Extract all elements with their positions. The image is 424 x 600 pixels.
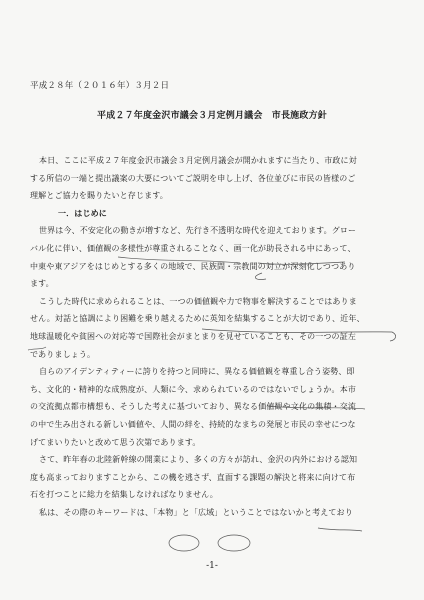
body-text-line: 本日、ここに平成２７年度金沢市議会３月定例月議会が開かれますに当たり、市政に対 [39,156,357,165]
body-text-line: 理解とご協力を賜りたいと存じます。 [30,191,168,201]
section-heading: 一．はじめに [58,207,107,218]
body-text-line: でありましょう。 [30,349,96,359]
body-text-line: する所信の一端と提出議案の大要についてご説明を申し上げ、各位並びに市民の皆様のご [30,173,356,183]
underline-mark [318,528,362,531]
document-date: 平成２８年（２０１６年）３月２日 [30,81,170,91]
body-text-line: バル化に伴い、価値観の多様性が尊重されることなく、画一化が助長される中にあって、 [30,243,356,253]
body-text-line: の中で生み出される新しい価値や、人間の絆を、持続的なまちの発展と市民の幸せにつな [30,419,356,429]
body-text-line: 自らのアイデンティティーに誇りを持つと同時に、異なる価値観を尊重し合う姿勢、即 [39,367,355,377]
body-text-line: げてまいりたいと改めて思う次第であります。 [30,437,201,447]
body-text-line: 石を打つことに総力を結集しなければなりません。 [30,490,218,500]
body-text-line: ます。 [30,279,54,289]
page-number: -1- [206,561,218,571]
body-text-line: 世界は今、不安定化の動きが増すなど、先行き不透明な時代を迎えております。グロー [39,226,357,236]
document-title: 平成２７年度金沢市議会３月定例月議会 市長施政方針 [96,111,327,121]
body-text-line: 中東や東アジアをはじめとする多くの地域で、民族間・宗教間の対立が深刻化しつつあり [30,261,356,271]
body-text-line: の交流拠点都市構想も、そうした考えに基づいており、異なる価値観や文化の集積・交流 [30,402,356,412]
circle-mark [218,535,250,551]
circle-mark [169,535,199,551]
body-text-line: 度も高まっておりますことから、この機を逃さず、直面する課題の解決と将来に向けて布 [30,472,356,482]
body-text-line: 地球温暖化や貧困への対応等で国際社会がまとまりを見せていることも、その一つの証左 [30,331,356,341]
body-text-line: さて、昨年春の北陸新幹線の開業により、多くの方々が訪れ、金沢の内外における認知 [39,455,358,465]
body-text-line: 私は、その際のキーワードは、「本物」と「広域」ということではないかと考えており [39,507,353,517]
body-text-line: ち、文化的・精神的な成熟度が、人類に今、求められているのではないでしょうか。本市 [30,384,356,394]
document-body [30,152,400,521]
body-text-line: せん。対話と協調により困難を乗り越えるために英知を結集することが大切であり、近年、 [30,314,365,324]
body-text-line: こうした時代に求められることは、一つの価値観や力で物事を解決することではありま [39,296,357,306]
